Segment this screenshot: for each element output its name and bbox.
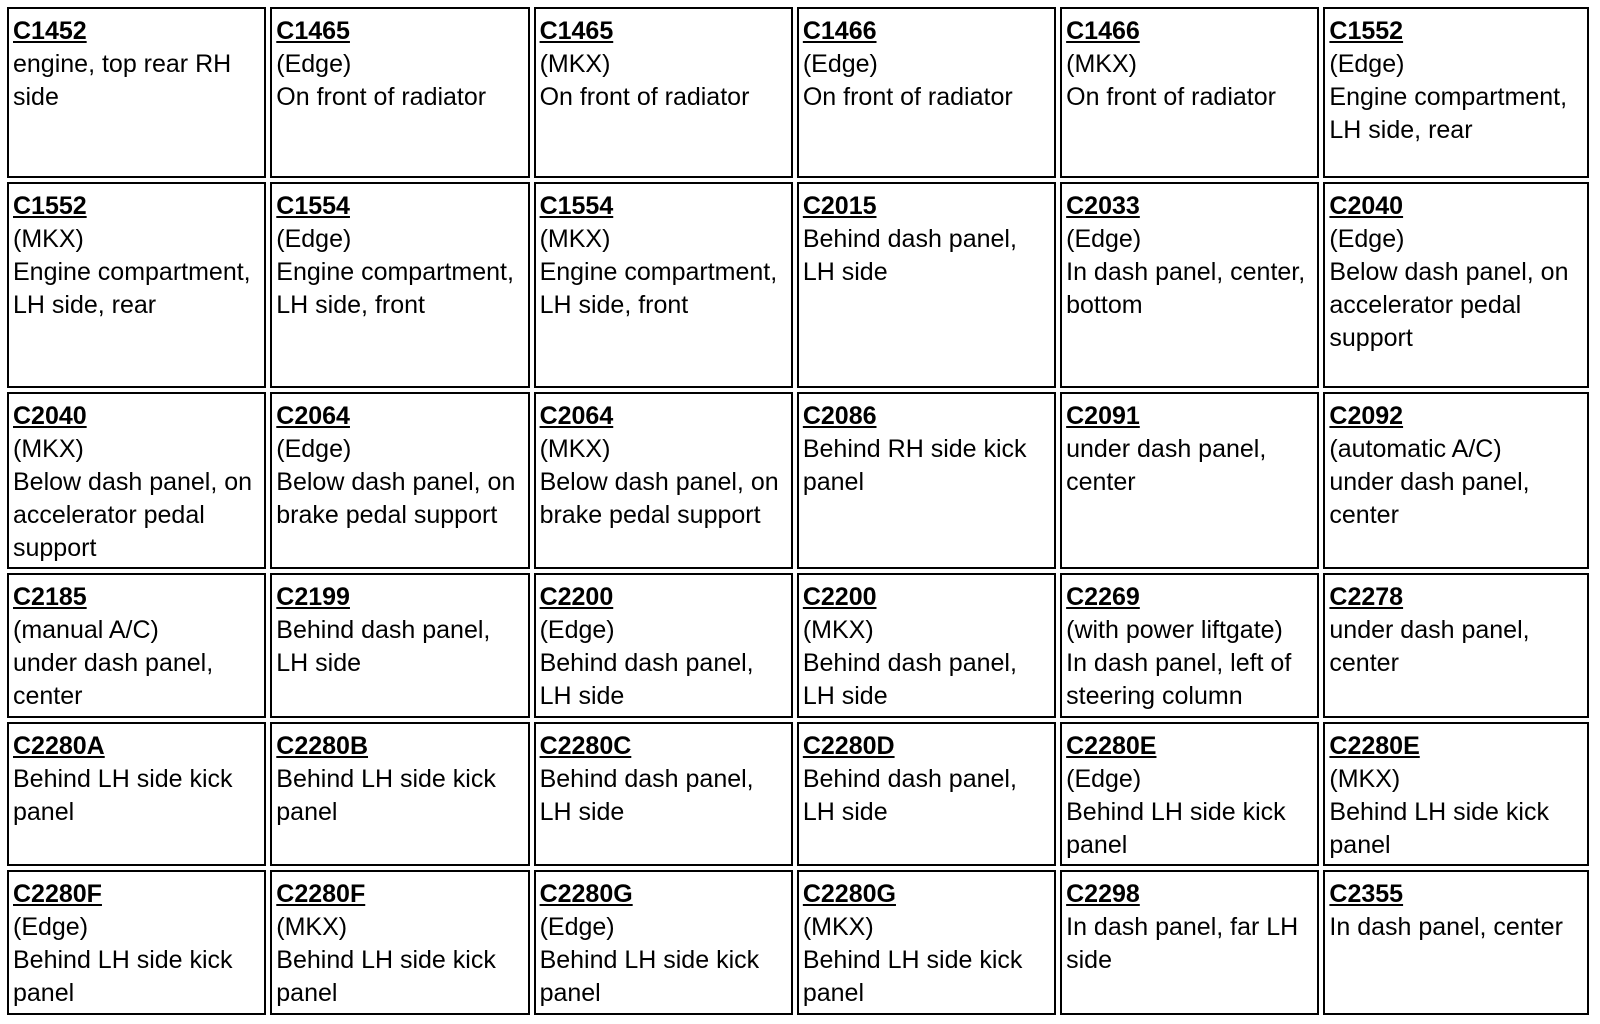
connector-cell: [7, 573, 266, 718]
connector-location-text: Behind LH side kick panel: [276, 764, 496, 826]
connector-location-text: Behind dash panel, LH side: [802, 764, 1017, 826]
connector-cell: [1323, 7, 1589, 178]
connector-location-text: In dash panel, far LH side: [1066, 913, 1299, 975]
connector-location-text: under dash panel, center: [1066, 434, 1267, 496]
connector-location-text: Engine compartment, LH side, rear: [1329, 83, 1568, 144]
connector-cell: [270, 392, 529, 570]
connector-cell: [7, 722, 266, 867]
connector-code-link[interactable]: C2280E: [1066, 731, 1157, 760]
connector-location-text: (Edge): [1329, 224, 1405, 253]
connector-location-text: (MKX): [1066, 50, 1137, 78]
connector-location-text: Behind dash panel, LH side: [802, 224, 1017, 286]
connector-code-link[interactable]: C1465: [276, 17, 350, 45]
connector-location-text: (MKX): [539, 224, 611, 253]
connector-code-link[interactable]: C2280G: [539, 880, 633, 909]
connector-location-text: (MKX): [802, 616, 874, 645]
connector-location-table: [3, 3, 1593, 1019]
table-row: [7, 722, 1589, 867]
connector-location-text: On front of radiator: [1066, 83, 1276, 111]
connector-cell: [534, 392, 793, 570]
connector-code-link[interactable]: C2086: [802, 401, 877, 430]
table-row: [7, 870, 1589, 1015]
connector-location-text: (Edge): [13, 913, 89, 942]
connector-location-text: (Edge): [276, 434, 352, 463]
connector-location-text: (Edge): [539, 913, 615, 942]
connector-location-text: (Edge): [1066, 764, 1142, 793]
connector-location-text: Behind dash panel, LH side: [276, 616, 491, 678]
connector-location-text: (MKX): [1329, 764, 1401, 793]
connector-code-link[interactable]: C1552: [1329, 17, 1404, 45]
connector-code-link[interactable]: C2278: [1329, 583, 1404, 612]
connector-code-link[interactable]: C2200: [539, 583, 614, 612]
connector-code-link[interactable]: C1554: [539, 191, 614, 220]
connector-code-link[interactable]: C2280F: [13, 880, 102, 909]
connector-cell: [270, 7, 529, 178]
connector-location-text: Behind dash panel, LH side: [802, 649, 1017, 711]
connector-cell: [270, 722, 529, 867]
connector-cell: [534, 7, 793, 178]
connector-location-text: On front of radiator: [802, 83, 1013, 111]
connector-location-text: (Edge): [276, 50, 352, 78]
connector-cell: [1060, 182, 1319, 388]
connector-location-text: In dash panel, left of steering column: [1066, 649, 1292, 711]
connector-location-text: (Edge): [539, 616, 615, 645]
connector-cell: [1060, 7, 1319, 178]
connector-location-text: Behind dash panel, LH side: [539, 649, 754, 711]
connector-location-text: (Edge): [1329, 50, 1405, 78]
connector-code-link[interactable]: C1466: [802, 17, 877, 45]
connector-code-link[interactable]: C1466: [1066, 17, 1140, 45]
connector-location-text: Behind LH side kick panel: [539, 946, 760, 1008]
connector-code-link[interactable]: C2199: [276, 583, 350, 612]
connector-location-text: (MKX): [539, 434, 611, 463]
connector-cell: [1323, 870, 1589, 1015]
connector-cell: [1323, 182, 1589, 388]
connector-code-link[interactable]: C2280C: [539, 731, 632, 760]
connector-cell: [7, 392, 266, 570]
connector-location-text: In dash panel, center, bottom: [1066, 257, 1306, 319]
table-row: [7, 392, 1589, 570]
connector-cell: [797, 573, 1056, 718]
connector-code-link[interactable]: C2040: [13, 401, 87, 430]
connector-location-text: Below dash panel, on brake pedal support: [276, 467, 516, 529]
connector-location-text: Engine compartment, LH side, front: [276, 257, 514, 319]
connector-cell: [7, 182, 266, 388]
table-body: [7, 7, 1589, 1015]
connector-location-text: (automatic A/C): [1329, 434, 1502, 463]
connector-cell: [1323, 722, 1589, 867]
connector-code-link[interactable]: C2091: [1066, 401, 1140, 430]
connector-code-link[interactable]: C2040: [1329, 191, 1404, 220]
connector-location-text: Below dash panel, on accelerator pedal support: [13, 467, 253, 562]
connector-code-link[interactable]: C2280D: [802, 731, 895, 760]
connector-code-link[interactable]: C1552: [13, 191, 87, 220]
connector-cell: [1323, 573, 1589, 718]
connector-location-text: On front of radiator: [276, 83, 487, 111]
connector-location-text: engine, top rear RH side: [13, 50, 232, 111]
connector-location-text: (Edge): [276, 224, 352, 253]
connector-code-link[interactable]: C2280F: [276, 880, 366, 909]
connector-code-link[interactable]: C2269: [1066, 583, 1140, 612]
connector-location-text: Behind RH side kick panel: [802, 434, 1027, 496]
connector-location-text: Behind LH side kick panel: [13, 946, 233, 1008]
connector-code-link[interactable]: C1554: [276, 191, 350, 220]
connector-location-text: Engine compartment, LH side, front: [539, 257, 778, 319]
connector-cell: [270, 182, 529, 388]
connector-code-link[interactable]: C2092: [1329, 401, 1404, 430]
connector-code-link[interactable]: C2064: [276, 401, 350, 430]
connector-location-text: (Edge): [802, 50, 878, 78]
connector-location-text: under dash panel, center: [1329, 616, 1530, 678]
connector-code-link[interactable]: C1465: [539, 17, 614, 45]
connector-code-link[interactable]: C2355: [1329, 880, 1404, 909]
connector-cell: [797, 182, 1056, 388]
connector-location-text: (MKX): [802, 913, 874, 942]
connector-location-text: Behind LH side kick panel: [276, 946, 496, 1008]
connector-cell: [1060, 722, 1319, 867]
connector-code-link[interactable]: C2015: [802, 191, 877, 220]
connector-code-link[interactable]: C2064: [539, 401, 614, 430]
connector-cell: [534, 573, 793, 718]
connector-location-text: In dash panel, center: [1329, 913, 1563, 942]
connector-location-text: Behind LH side kick panel: [802, 946, 1023, 1008]
connector-location-grid: [3, 3, 1593, 1019]
connector-code-link[interactable]: C2200: [802, 583, 877, 612]
connector-code-link[interactable]: C2280E: [1329, 731, 1420, 760]
connector-code-link[interactable]: C2298: [1066, 880, 1140, 909]
connector-location-text: under dash panel, center: [1329, 467, 1530, 529]
connector-cell: [1060, 870, 1319, 1015]
connector-cell: [797, 722, 1056, 867]
table-row: [7, 7, 1589, 178]
connector-cell: [7, 7, 266, 178]
connector-code-link[interactable]: C2280A: [13, 731, 105, 760]
connector-cell: [797, 7, 1056, 178]
connector-location-text: (Edge): [1066, 224, 1142, 253]
connector-location-text: (MKX): [13, 434, 84, 463]
connector-location-text: On front of radiator: [539, 83, 750, 111]
connector-cell: [534, 722, 793, 867]
connector-code-link[interactable]: C2185: [13, 583, 87, 612]
table-row: [7, 573, 1589, 718]
connector-location-text: (with power liftgate): [1066, 616, 1283, 645]
connector-cell: [534, 182, 793, 388]
connector-cell: [1060, 573, 1319, 718]
connector-cell: [797, 870, 1056, 1015]
connector-location-text: (manual A/C): [13, 616, 159, 645]
connector-code-link[interactable]: C2280G: [802, 880, 896, 909]
connector-location-text: Behind LH side kick panel: [13, 764, 233, 826]
connector-cell: [7, 870, 266, 1015]
connector-location-text: Behind dash panel, LH side: [539, 764, 754, 826]
connector-cell: [797, 392, 1056, 570]
connector-location-text: under dash panel, center: [13, 649, 214, 711]
connector-location-text: (MKX): [276, 913, 348, 942]
connector-cell: [534, 870, 793, 1015]
connector-location-text: Behind LH side kick panel: [1066, 797, 1286, 859]
connector-code-link[interactable]: C2280B: [276, 731, 369, 760]
connector-cell: [270, 870, 529, 1015]
connector-code-link[interactable]: C2033: [1066, 191, 1140, 220]
connector-cell: [1060, 392, 1319, 570]
connector-location-text: Below dash panel, on brake pedal support: [539, 467, 779, 529]
connector-cell: [1323, 392, 1589, 570]
connector-location-text: (MKX): [13, 224, 84, 253]
connector-location-text: (MKX): [539, 50, 611, 78]
table-row: [7, 182, 1589, 388]
connector-cell: [270, 573, 529, 718]
connector-location-text: Below dash panel, on accelerator pedal support: [1329, 257, 1569, 352]
connector-location-text: Behind LH side kick panel: [1329, 797, 1549, 859]
connector-code-link[interactable]: C1452: [13, 17, 87, 45]
connector-location-text: Engine compartment, LH side, rear: [13, 257, 251, 319]
